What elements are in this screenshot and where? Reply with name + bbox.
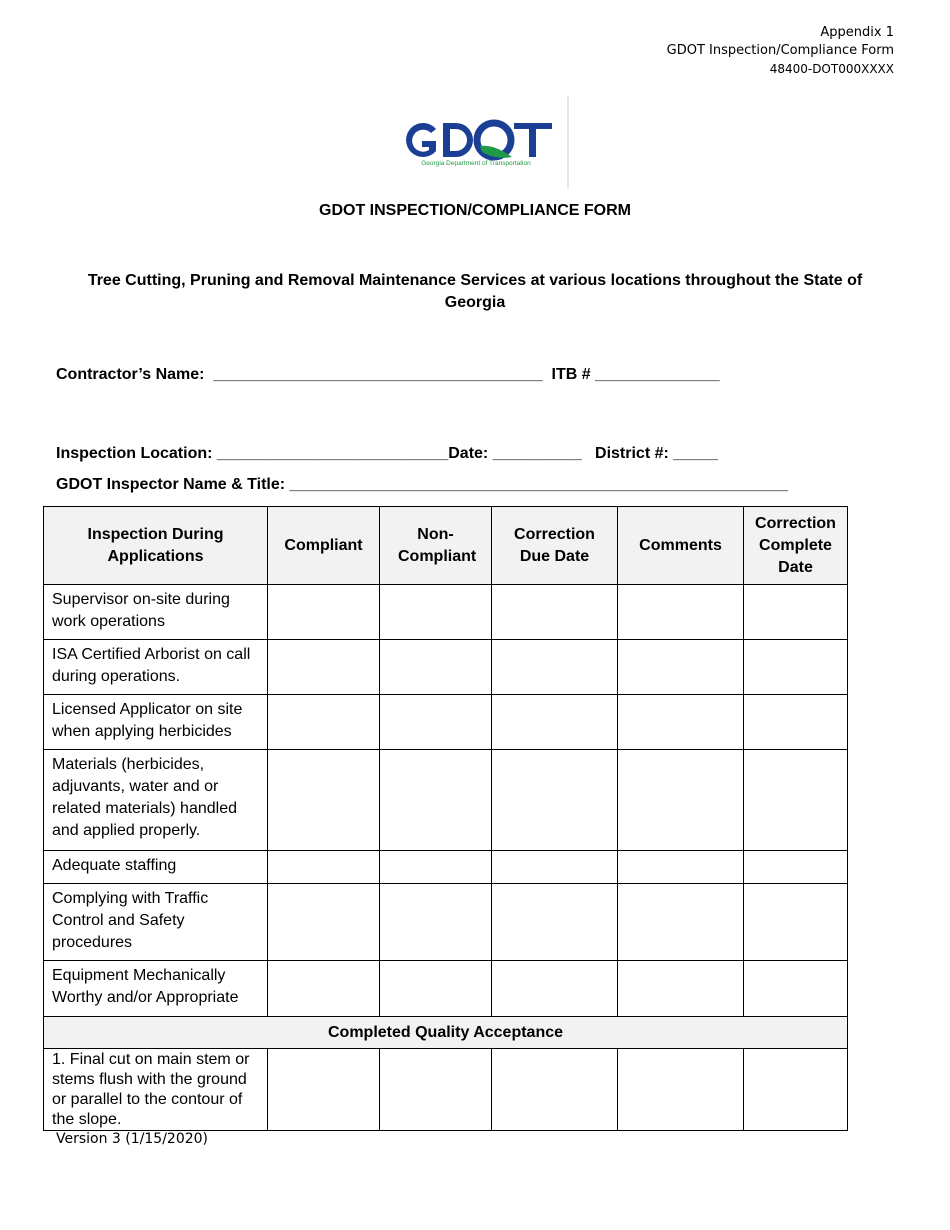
table-row	[44, 585, 848, 640]
table-row	[44, 851, 848, 884]
header-correction-due-date: Correction Due Date	[492, 507, 618, 585]
header-inspection: Inspection During Applications	[44, 507, 268, 585]
row-label: ISA Certified Arborist on call during operations.	[44, 640, 268, 695]
correction-complete-cell[interactable]	[744, 640, 848, 695]
comments-cell[interactable]	[618, 585, 744, 640]
row-label: Complying with Traffic Control and Safety procedures	[44, 884, 268, 961]
correction-due-cell[interactable]	[492, 1049, 618, 1131]
table-row	[44, 750, 848, 851]
compliant-cell[interactable]	[268, 851, 380, 884]
compliant-cell[interactable]	[268, 695, 380, 750]
inspector-name-line[interactable]: GDOT Inspector Name & Title: ________________________________________________________	[56, 476, 788, 493]
form-code: 48400-DOT000XXXX	[769, 62, 894, 76]
logo-letter-t	[514, 123, 552, 157]
correction-complete-cell[interactable]	[744, 695, 848, 750]
contractor-itb-line[interactable]: Contractor’s Name: _____________________________________ ITB # ______________	[56, 366, 720, 383]
compliant-cell[interactable]	[268, 640, 380, 695]
non-compliant-cell[interactable]	[380, 750, 492, 851]
non-compliant-cell[interactable]	[380, 1049, 492, 1131]
section-title: Completed Quality Acceptance	[44, 1017, 848, 1049]
correction-due-cell[interactable]	[492, 750, 618, 851]
document-header	[667, 24, 894, 78]
table-row	[44, 961, 848, 1017]
row-label: Equipment Mechanically Worthy and/or Appropriate	[44, 961, 268, 1017]
correction-due-cell[interactable]	[492, 585, 618, 640]
logo-letter-g	[406, 123, 436, 157]
version-footer: Version 3 (1/15/2020)	[56, 1131, 208, 1147]
correction-due-cell[interactable]	[492, 961, 618, 1017]
header-correction-complete-date: Correction Complete Date	[744, 507, 848, 585]
correction-due-cell[interactable]	[492, 884, 618, 961]
comments-cell[interactable]	[618, 884, 744, 961]
section-header-row	[44, 1017, 848, 1049]
correction-complete-cell[interactable]	[744, 1049, 848, 1131]
form-title: GDOT INSPECTION/COMPLIANCE FORM	[319, 202, 631, 219]
correction-complete-cell[interactable]	[744, 585, 848, 640]
table-row	[44, 1049, 848, 1131]
correction-complete-cell[interactable]	[744, 750, 848, 851]
form-name: GDOT Inspection/Compliance Form	[666, 43, 894, 58]
gdot-logo	[396, 96, 576, 188]
correction-complete-cell[interactable]	[744, 884, 848, 961]
row-label: 1. Final cut on main stem or stems flush with the ground or parallel to the contour of the slope.	[44, 1049, 268, 1131]
appendix-label: Appendix 1	[820, 25, 894, 40]
table-row	[44, 640, 848, 695]
compliant-cell[interactable]	[268, 1049, 380, 1131]
table-header-row	[44, 507, 848, 585]
comments-cell[interactable]	[618, 961, 744, 1017]
comments-cell[interactable]	[618, 750, 744, 851]
correction-due-cell[interactable]	[492, 851, 618, 884]
row-label: Adequate staffing	[44, 851, 268, 884]
comments-cell[interactable]	[618, 851, 744, 884]
header-compliant: Compliant	[268, 507, 380, 585]
comments-cell[interactable]	[618, 640, 744, 695]
logo-letter-d	[443, 123, 473, 157]
location-date-district-line[interactable]: Inspection Location: __________________________Date: __________ District #: _____	[56, 445, 718, 462]
table-row	[44, 884, 848, 961]
compliant-cell[interactable]	[268, 884, 380, 961]
table-row	[44, 695, 848, 750]
comments-cell[interactable]	[618, 695, 744, 750]
non-compliant-cell[interactable]	[380, 884, 492, 961]
compliant-cell[interactable]	[268, 585, 380, 640]
non-compliant-cell[interactable]	[380, 961, 492, 1017]
header-non-compliant: Non-Compliant	[380, 507, 492, 585]
compliant-cell[interactable]	[268, 961, 380, 1017]
row-label: Supervisor on-site during work operations	[44, 585, 268, 640]
non-compliant-cell[interactable]	[380, 851, 492, 884]
comments-cell[interactable]	[618, 1049, 744, 1131]
row-label: Licensed Applicator on site when applying herbicides	[44, 695, 268, 750]
non-compliant-cell[interactable]	[380, 585, 492, 640]
correction-due-cell[interactable]	[492, 640, 618, 695]
logo-tagline: Georgia Department of Transportation	[421, 160, 531, 167]
inspection-table	[43, 506, 848, 1131]
correction-complete-cell[interactable]	[744, 961, 848, 1017]
header-comments: Comments	[618, 507, 744, 585]
compliant-cell[interactable]	[268, 750, 380, 851]
correction-complete-cell[interactable]	[744, 851, 848, 884]
correction-due-cell[interactable]	[492, 695, 618, 750]
non-compliant-cell[interactable]	[380, 695, 492, 750]
non-compliant-cell[interactable]	[380, 640, 492, 695]
form-subtitle: Tree Cutting, Pruning and Removal Maintenance Services at various locations throughout the State of Georgia	[87, 272, 863, 311]
row-label: Materials (herbicides, adjuvants, water and or related materials) handled and applied properly.	[44, 750, 268, 851]
